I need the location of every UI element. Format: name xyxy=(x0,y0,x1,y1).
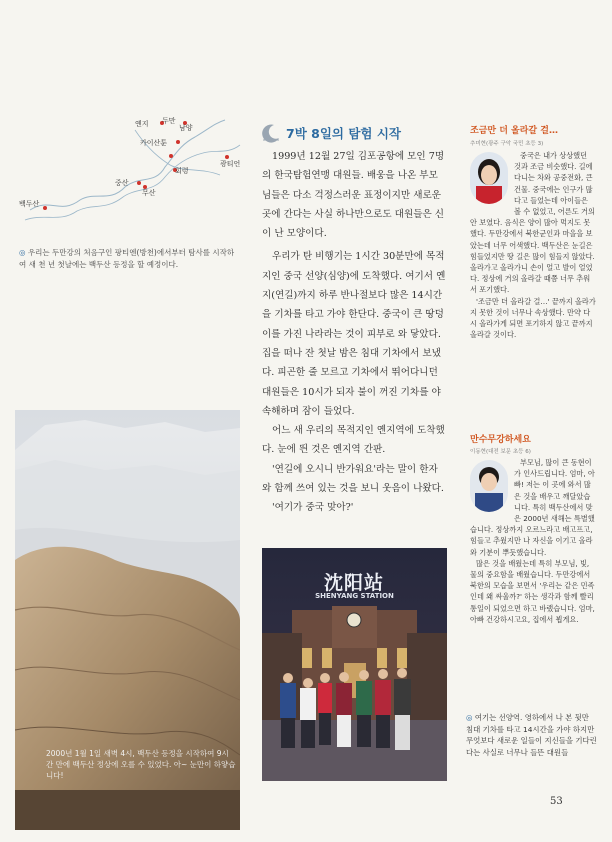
article-paragraph: 어느 새 우리의 목적지인 옌지역에 도착했다. 눈에 띈 것은 옌지역 간판. xyxy=(262,425,445,456)
map-label-kaisantun: 카이산툰 xyxy=(140,139,168,147)
map-label-tumen: 두만 xyxy=(162,117,176,125)
sidebar2-paragraph: 부모님, 많이 큰 동현이가 인사드립니다. 엄마, 아빠! 저는 이 곳에 와서 많은 것을 배우고 깨달았습니다. 특히 백두산에서 맞은 2000년 새해는 특별했습니다. 정상까지 오르느라고 배고프고, 힘들고 추웠지만 나 자신을 이기고 올라와 기분이 뿌듯했습니다. xyxy=(470,458,595,557)
article-paragraph: 우리가 탄 비행기는 1시간 30분만에 목적지인 중국 선양(심양)에 도착했다. 여기서 옌지(연길)까지 하루 반나절보다 많은 14시간을 기차를 타고 가야 한단다. 중국이 큰 땅덩이를 가진 나라라는 것이 피부로 와 닿았다. 집을 떠나 잔 첫날 밤은 침대 기차에서 보냈다. 피곤한 줄 모르고 기차에서 뛰어다니던 대원들은 10시가 되자 불이 꺼진 기차를 야속해하며 잠이 들었다. xyxy=(262,251,446,417)
section-heading xyxy=(260,122,440,144)
map-graphic xyxy=(15,115,247,235)
mountain-photo-caption: 2000년 1월 1일 새벽 4시, 백두산 등정을 시작하여 9시간 만에 백두산 정상에 오를 수 있었다. 아~ 눈만이 하얗습니다! xyxy=(46,749,236,780)
section-title: 7박 8일의 탐험 시작 xyxy=(286,126,401,141)
map-label-jungsan: 중산 xyxy=(115,179,129,187)
sidebar2-author: 이동현(대전 보문 초등 6) xyxy=(470,449,531,455)
station-photo-caption xyxy=(466,712,598,758)
map-caption xyxy=(19,247,237,271)
map-caption-text: 우리는 두만강의 처음구인 팡티엔(방천)에서부터 탐사를 시작하여 새 천 년 첫날에는 백두산 등정을 할 예정이다. xyxy=(19,248,235,269)
sidebar1-author: 추미현(광주 구악 국민 초등 3) xyxy=(470,141,544,147)
map-label-heoryong: 회령 xyxy=(175,167,189,175)
map-label-gwangtijin: 광티언 xyxy=(220,160,241,168)
map-label-baekdusan: 백두산 xyxy=(19,200,40,208)
sidebar2-paragraph: 많은 것을 배웠는데 특히 부모님, 빛, 물의 중요함을 배웠습니다. 두만강에서 북한의 모습을 보면서 '우리는 같은 민족인데 왜 싸울까?' 하는 생각과 함께 빨리 통일이 되었으면 하고 바랬습니다. 엄마, 아빠 건강하시고요, 집에서 뵙게요. xyxy=(470,558,595,624)
map-label-musan: 무산 xyxy=(142,189,156,197)
article-paragraph: '여기가 중국 맞아?' xyxy=(272,502,354,514)
caption-bullet-icon: ◎ xyxy=(466,713,473,722)
sidebar2-title: 만수무강하세요 xyxy=(470,435,531,445)
station-sign-chinese: 沈阳站 xyxy=(323,572,384,594)
girl-portrait-graphic xyxy=(470,152,508,204)
article-paragraph: 1999년 12월 27일 김포공항에 모인 7명의 한국탐험연맹 대원들. 배웅을 나온 부모님들은 다소 걱정스러운 표정이지만 새로운 곳에 간다는 사실 하나만으로도 대원들은 신이 난 모양이다. xyxy=(262,151,445,240)
map-label-namyang: 남양 xyxy=(179,124,193,132)
station-photo xyxy=(262,548,447,781)
page-number: 53 xyxy=(550,796,563,807)
sidebar1-paragraph: 중국은 내가 상상했던 것과 조금 비슷했다. 길에 다니는 차와 공중전화, 큰 건물. 중국에는 인구가 많다고 들었는데 아이들은 볼 수 없었고, 어른도 거의 안 보였다. 음식은 양이 많아 먹지도 못했다. 두만강에서 북한군인과 마을을 보았는데 너무 어색했다. 백두산은 눈길은 힘들었지만 땅 길은 많이 힘들지 않았다. 올라가고 올라가니 손이 얼고 발이 얼었다. 정상에 거의 올라갈 때쯤 너무 추워서 포기했다. xyxy=(470,151,595,295)
map-label-yanji: 옌지 xyxy=(135,120,149,128)
sidebar1-title: 조금만 더 올라갈 걸… xyxy=(470,126,558,136)
sidebar1-paragraph: '조금만 더 올라갈 걸…' 끝까지 올라가지 못한 것이 너무나 속상했다. 만약 다시 올라가게 되면 포기하지 않고 끝까지 올라갈 것이다. xyxy=(470,296,596,340)
station-caption-text: 여기는 선양역. 영하에서 나 본 뒷만 침대 기차를 타고 14시간을 가야 하지만 무엇보다 새로운 일들이 지신들을 기다린다는 사실로 너무나 들뜬 대원들 xyxy=(466,713,597,757)
boy-portrait-graphic xyxy=(470,460,508,512)
article-paragraph: '연길에 오시니 반가워요'라는 말이 한자와 함께 쓰여 있는 것을 보니 웃음이 나왔다. xyxy=(262,463,444,495)
sidebar2-portrait xyxy=(470,460,508,512)
article-body xyxy=(262,147,446,518)
caption-bullet-icon: ◎ xyxy=(19,248,26,257)
route-map xyxy=(15,115,247,235)
sidebar1-portrait xyxy=(470,152,508,204)
moon-icon xyxy=(260,122,282,144)
station-sign-roman: SHENYANG STATION xyxy=(315,592,394,600)
